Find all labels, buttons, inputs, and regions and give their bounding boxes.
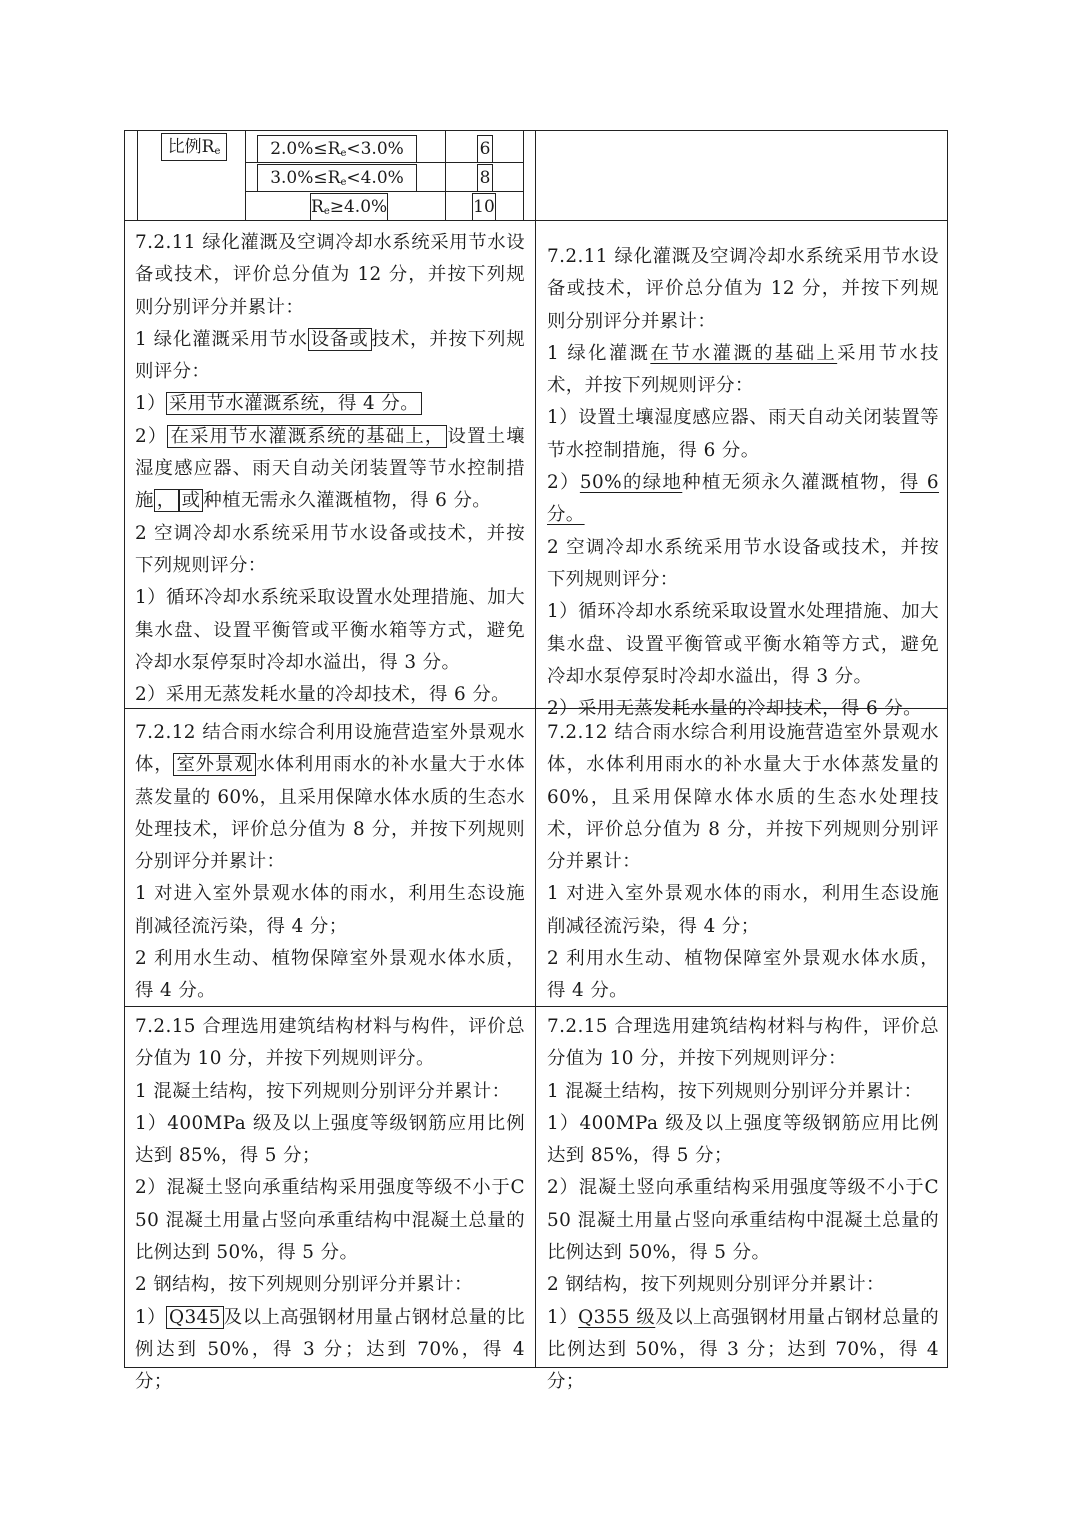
clause-item: 2）采用无蒸发耗水量的冷却技术，得 6 分。 <box>135 684 510 706</box>
clause-item: 2）混凝土竖向承重结构采用强度等级不小于C50 混凝土用量占竖向承重结构中混凝土总量的比例达到 50%，得 5 分。 <box>135 1177 525 1264</box>
clause-item: 1）循环冷却水系统采取设置水处理措施、加大集水盘、设置平衡管或平衡水箱等方式，避免冷却水泵停泵时冷却水溢出，得 3 分。 <box>135 587 525 673</box>
clause-item: 1 混凝土结构，按下列规则分别评分并累计： <box>547 1080 923 1102</box>
column-divider <box>535 131 536 1367</box>
clause-item: 2 钢结构，按下列规则分别评分并累计： <box>135 1274 473 1296</box>
clause-item: 2）混凝土竖向承重结构采用强度等级不小于C50 混凝土用量占竖向承重结构中混凝土总量的比例达到 50%，得 5 分。 <box>547 1177 939 1264</box>
clause-item: 2 钢结构，按下列规则分别评分并累计： <box>547 1274 885 1296</box>
clause-item: 1 绿化灌溉采用节水 设备或 技术，并按下列规则评分： <box>135 328 526 383</box>
row-divider <box>125 220 947 221</box>
clause-item: 1 绿化灌溉在节水灌溉的基础上采用节水技术，并按下列规则评分： <box>547 342 939 397</box>
clause-title: 7.2.12 结合雨水综合利用设施营造室外景观水体，水体利用雨水的补水量大于水体蒸发量的 60%，且采用保障水体水质的生态水处理技术，评价总分值为 8 分，并按下列规则分别评分并累计： <box>547 722 939 873</box>
clause-item: 2 利用水生动、植物保障室外景观水体水质，得 4 分。 <box>135 948 525 1002</box>
clause-item: 2 利用水生动、植物保障室外景观水体水质，得 4 分。 <box>547 948 939 1002</box>
clause-title: 7.2.15 合理选用建筑结构材料与构件，评价总分值为 10 分，并按下列规则评分。 <box>135 1016 525 1070</box>
clause-title: 7.2.11 绿化灌溉及空调冷却水系统采用节水设备或技术，评价总分值为 12 分，并按下列规则分别评分并累计： <box>547 246 939 332</box>
clause-item: 1 对进入室外景观水体的雨水，利用生态设施削减径流污染，得 4 分； <box>135 883 525 937</box>
clause-7-2-11-original <box>135 227 525 711</box>
clause-item: 1）400MPa 级及以上强度等级钢筋应用比例达到 85%，得 5 分； <box>547 1112 939 1167</box>
clause-7-2-15-revised <box>547 1011 939 1399</box>
clause-7-2-12-revised <box>547 717 939 1008</box>
clause-item: 1）400MPa 级及以上强度等级钢筋应用比例达到 85%，得 5 分； <box>135 1112 525 1167</box>
ratio-score-1: 6 <box>477 135 493 163</box>
clause-item: 1 混凝土结构，按下列规则分别评分并累计： <box>135 1080 511 1102</box>
clause-item: 2）50%的绿地种植无须永久灌溉植物，得 6 分。 <box>547 472 939 526</box>
comparison-table <box>124 130 948 1393</box>
clause-item: 1） Q345 及以上高强钢材用量占钢材总量的比例达到 50%，得 3 分；达到 70%，得 4 分； <box>135 1306 525 1393</box>
clause-7-2-11-revised <box>547 241 939 725</box>
clause-item: 1）循环冷却水系统采取设置水处理措施、加大集水盘、设置平衡管或平衡水箱等方式，避免冷却水泵停泵时冷却水溢出，得 3 分。 <box>547 601 939 687</box>
ratio-score-3: 10 <box>472 193 496 221</box>
ratio-score-2: 8 <box>477 164 493 192</box>
clause-item: 2） 在采用节水灌溉系统的基础上， 设置土壤湿度感应器、雨天自动关闭装置等节水控制措施 ， 或 种植无需永久灌溉植物，得 6 分。 <box>135 425 525 512</box>
mini-grid <box>125 131 535 220</box>
clause-item: 2 空调冷却水系统采用节水设备或技术，并按下列规则评分： <box>547 536 939 590</box>
clause-item: 2 空调冷却水系统采用节水设备或技术，并按下列规则评分： <box>135 522 525 576</box>
clause-item: 1） 采用节水灌溉系统，得 4 分。 <box>135 388 525 420</box>
clause-item: 1 对进入室外景观水体的雨水，利用生态设施削减径流污染，得 4 分； <box>547 883 939 937</box>
ratio-range-2: $3.0\%\le R_e<4.0\%$ <box>257 164 417 192</box>
clause-item: 1）Q355 级及以上高强钢材用量占钢材总量的比例达到 50%，得 3 分；达到 70%，得 4 分； <box>547 1306 939 1393</box>
ratio-range-1: $2.0\%\le R_e<3.0\%$ <box>257 135 417 163</box>
clause-item: 1）设置土壤湿度感应器、雨天自动关闭装置等节水控制措施，得 6 分。 <box>547 407 939 461</box>
clause-item: 2）采用无蒸发耗水量的冷却技术，得 6 分。 <box>547 698 922 720</box>
clause-title: 7.2.12 结合雨水综合利用设施营造室外景观水体， 室外景观 水体利用雨水的补水量大于水体蒸发量的 60%，且采用保障水体水质的生态水处理技术，评价总分值为 8 分，并按下列规则分别评分并累计： <box>135 722 525 873</box>
clause-7-2-15-original <box>135 1011 525 1399</box>
ratio-range-3: $R_e\ge 4.0\%$ <box>310 193 388 221</box>
clause-title: 7.2.15 合理选用建筑结构材料与构件，评价总分值为 10 分，并按下列规则评分： <box>547 1016 939 1070</box>
ratio-label: 比例$R_e$ <box>161 133 227 161</box>
clause-7-2-12-original <box>135 717 525 1008</box>
clause-title: 7.2.11 绿化灌溉及空调冷却水系统采用节水设备或技术，评价总分值为 12 分，并按下列规则分别评分并累计： <box>135 232 525 318</box>
